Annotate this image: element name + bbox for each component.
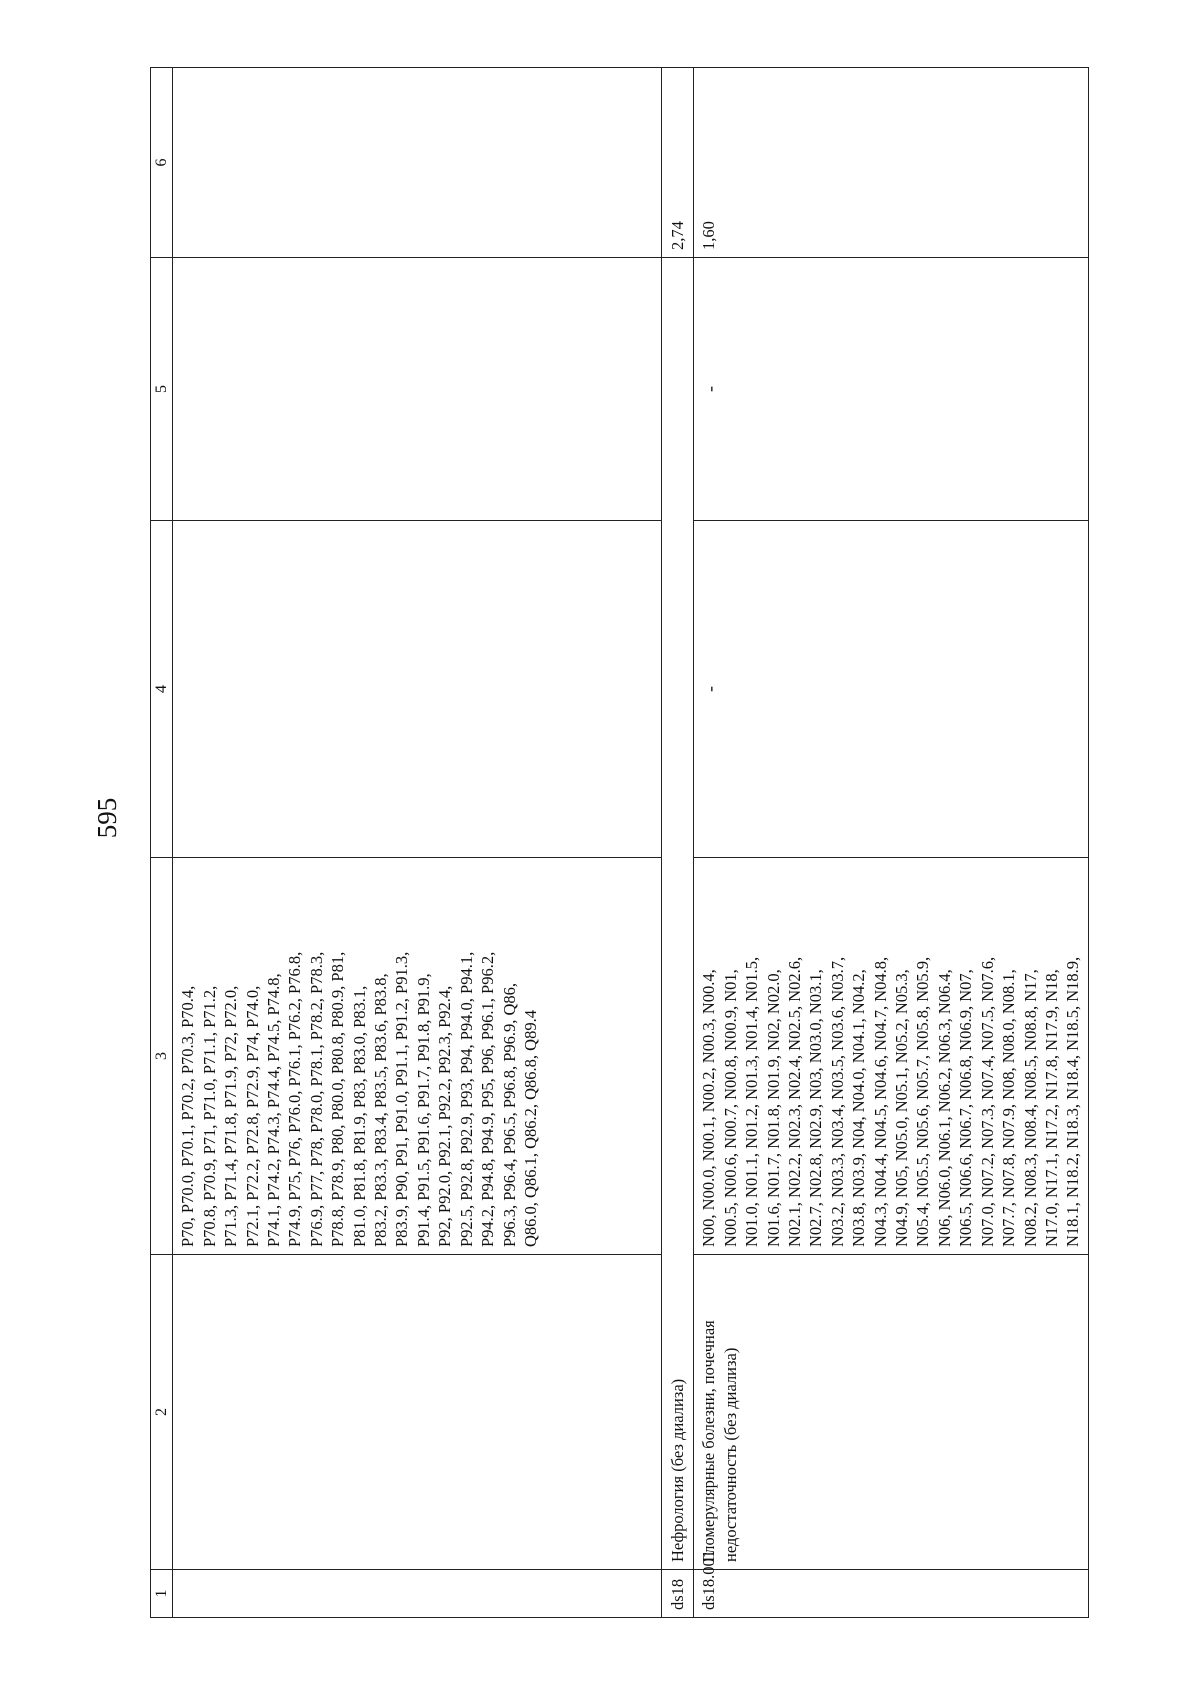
section-coefficient: 2,74 (662, 68, 694, 258)
item-coefficient: 1,60 (694, 68, 1088, 258)
code-line: P74.1, P74.2, P74.3, P74.4, P74.5, P74.8, (264, 973, 284, 1247)
code-line: P96.3, P96.4, P96.5, P96.8, P96.9, Q86, (499, 982, 519, 1247)
code-line: P78.8, P78.9, P80, P80.0, P80.8, P80.9, P81, (328, 951, 348, 1247)
rotated-table-wrapper (150, 68, 1083, 1618)
continuation-code-cell (173, 1570, 662, 1618)
code-line: N03.8, N03.9, N04, N04.0, N04.1, N04.2, (849, 969, 869, 1247)
code-line: N04.9, N05, N05.0, N05.1, N05.2, N05.3, (892, 969, 912, 1247)
code-line: N02.7, N02.8, N02.9, N03, N03.0, N03.1, (806, 969, 826, 1247)
code-line: Q86.0, Q86.1, Q86.2, Q86.8, Q89.4 (520, 1010, 540, 1247)
code-line: P71.3, P71.4, P71.8, P71.9, P72, P72.0, (221, 985, 241, 1247)
code-line: N08.2, N08.3, N08.4, N08.5, N08.8, N17, (1020, 969, 1040, 1247)
item-codes-list (698, 865, 1083, 1247)
continuation-codes-list (177, 865, 541, 1247)
item-codes-cell (694, 858, 1088, 1255)
page-number: 595 (92, 797, 122, 839)
code-line: N00.5, N00.6, N00.7, N00.8, N00.9, N01, (720, 969, 740, 1247)
continuation-col4-cell (173, 521, 662, 858)
code-line: N04.3, N04.4, N04.5, N04.6, N04.7, N04.8, (870, 956, 890, 1247)
code-line: N07.0, N07.2, N07.3, N07.4, N07.5, N07.6, (977, 956, 997, 1247)
code-line: P81.0, P81.8, P81.9, P83, P83.0, P83.1, (349, 985, 369, 1247)
continuation-codes-cell (173, 858, 662, 1255)
tariff-table (150, 67, 1089, 1618)
code-line: N00, N00.0, N00.1, N00.2, N00.3, N00.4, (699, 969, 719, 1247)
code-line: P72.1, P72.2, P72.8, P72.9, P74, P74.0, (242, 985, 262, 1247)
code-line: N06.5, N06.6, N06.7, N06.8, N06.9, N07, (956, 969, 976, 1247)
code-line: P76.9, P77, P78, P78.0, P78.1, P78.2, P78.3, (306, 951, 326, 1247)
item-row (694, 68, 1088, 1618)
continuation-col5-cell (173, 258, 662, 521)
header-col-2: 2 (151, 1255, 173, 1570)
item-name: Гломерулярные болезни, почечная недостаточность (без диализа) (694, 1255, 1088, 1570)
header-col-1: 1 (151, 1570, 173, 1618)
header-col-3: 3 (151, 858, 173, 1255)
header-col-6: 6 (151, 68, 173, 258)
code-line: N03.2, N03.3, N03.4, N03.5, N03.6, N03.7, (827, 956, 847, 1247)
code-line: P70.8, P70.9, P71, P71.0, P71.1, P71.2, (199, 985, 219, 1247)
code-line: P83.2, P83.3, P83.4, P83.5, P83.6, P83.8, (371, 973, 391, 1247)
item-code: ds18.001 (694, 1570, 1088, 1618)
code-line: P70, P70.0, P70.1, P70.2, P70.3, P70.4, (178, 985, 198, 1247)
code-line: P83.9, P90, P91, P91.0, P91.1, P91.2, P91.3, (392, 951, 412, 1247)
section-name: Нефрология (без диализа) (662, 258, 694, 1570)
code-line: N17.0, N17.1, N17.2, N17.8, N17.9, N18, (1041, 969, 1061, 1247)
header-col-5: 5 (151, 258, 173, 521)
code-line: N07.7, N07.8, N07.9, N08, N08.0, N08.1, (999, 969, 1019, 1247)
section-row (662, 68, 694, 1618)
item-col4: - (694, 521, 1088, 858)
code-line: P74.9, P75, P76, P76.0, P76.1, P76.2, P76.8, (285, 951, 305, 1247)
code-line: N05.4, N05.5, N05.6, N05.7, N05.8, N05.9, (913, 956, 933, 1247)
continuation-name-cell (173, 1255, 662, 1570)
item-col5: - (694, 258, 1088, 521)
section-code: ds18 (662, 1570, 694, 1618)
code-line: P94.2, P94.8, P94.9, P95, P96, P96.1, P96.2, (478, 951, 498, 1247)
code-line: N01.6, N01.7, N01.8, N01.9, N02, N02.0, (763, 969, 783, 1247)
code-line: P92, P92.0, P92.1, P92.2, P92.3, P92.4, (435, 985, 455, 1247)
code-line: N02.1, N02.2, N02.3, N02.4, N02.5, N02.6, (785, 956, 805, 1247)
code-line: P92.5, P92.8, P92.9, P93, P94, P94.0, P94.1, (456, 951, 476, 1247)
code-line: N06, N06.0, N06.1, N06.2, N06.3, N06.4, (934, 969, 954, 1247)
header-row (151, 68, 173, 1618)
code-line: N01.0, N01.1, N01.2, N01.3, N01.4, N01.5, (742, 956, 762, 1247)
continuation-row (173, 68, 662, 1618)
code-line: P91.4, P91.5, P91.6, P91.7, P91.8, P91.9, (413, 973, 433, 1247)
code-line: N18.1, N18.2, N18.3, N18.4, N18.5, N18.9, (1063, 956, 1083, 1247)
continuation-col6-cell (173, 68, 662, 258)
header-col-4: 4 (151, 521, 173, 858)
